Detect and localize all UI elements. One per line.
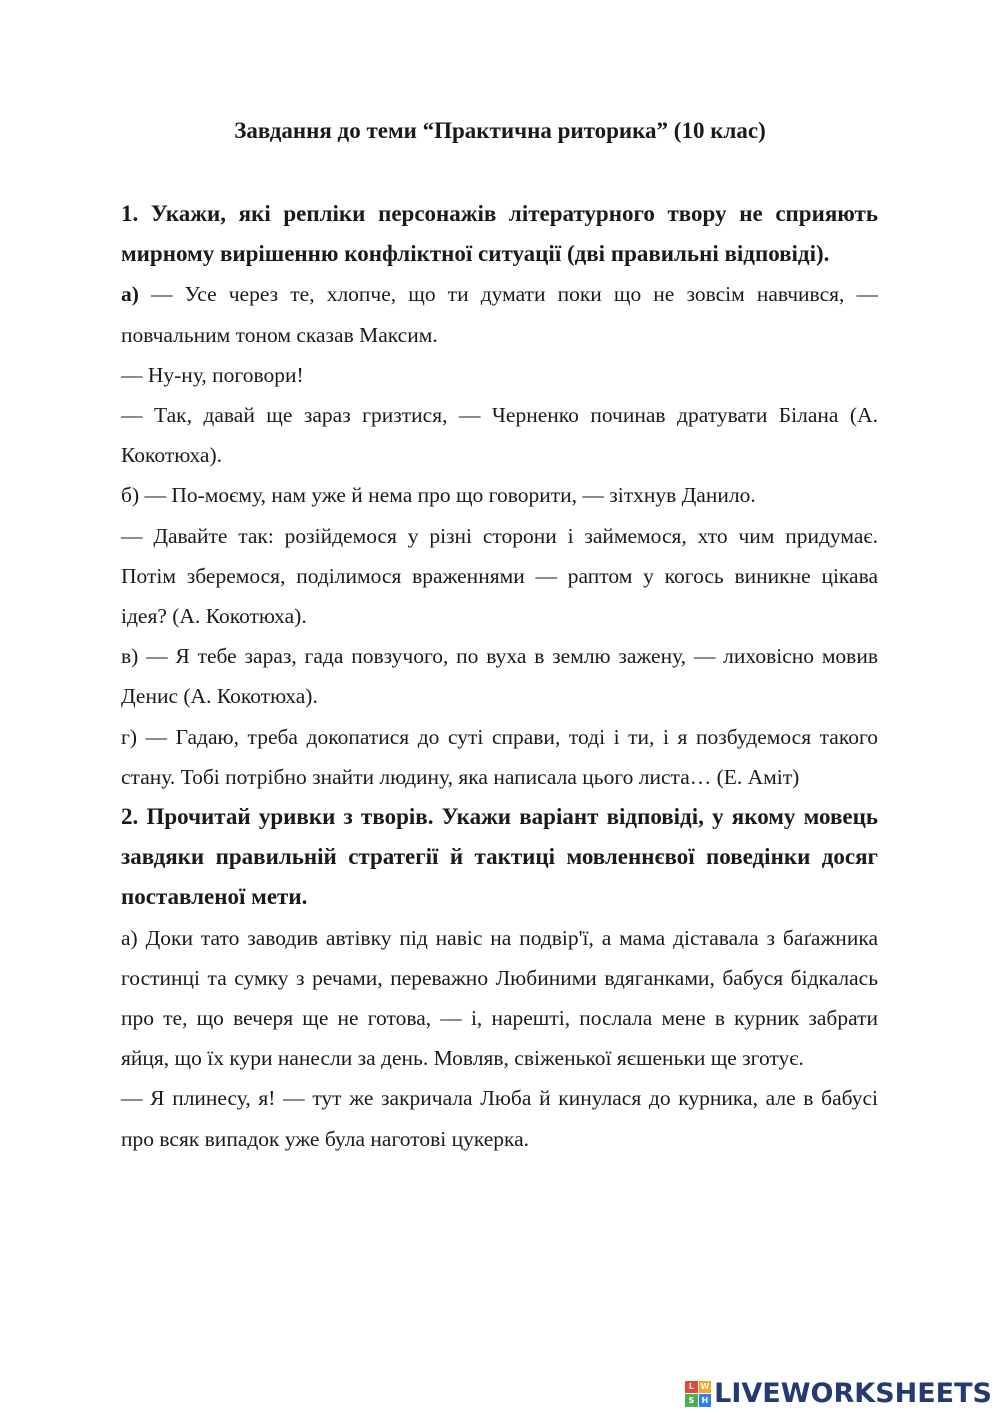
q1-option-c: в) — Я тебе зараз, гада повзучого, по вуха в землю зажену, — лиховісно мовив Денис (А. Кокотюха).	[121, 644, 878, 709]
q1-option-a-line-2: — Ну-ну, поговори!	[121, 362, 304, 387]
logo-cell-1: L	[685, 1381, 698, 1394]
q1-option-a-line-1: — Усе через те, хлопче, що ти думати поки що не зовсім навчився, — повчальним тоном сказав Максим.	[121, 282, 878, 347]
option-a-label: а)	[121, 282, 139, 307]
q1-option-b-line-1: б) — По-моєму, нам уже й нема про що говорити, — зітхнув Данило.	[121, 483, 756, 508]
question-2-heading: 2. Прочитай уривки з творів. Укажи варіант відповіді, у якому мовець завдяки правильній стратегії й тактиці мовленнєвої поведінки досяг поставленої мети.	[121, 804, 878, 910]
q1-option-a-line-3: — Так, давай ще зараз гризтися, — Черненко починав дратувати Білана (А. Кокотюха).	[121, 403, 878, 468]
q1-option-b-line-2: — Давайте так: розійдемося у різні сторони і займемося, хто чим придумає. Потім зберемося, поділимося враженнями — раптом у когось виникне цікава ідея? (А. Кокотюха).	[121, 523, 878, 629]
worksheet-body	[121, 194, 878, 1159]
q2-option-a-line-2: — Я плинесу, я! — тут же закричала Люба й кинулася до курника, але в бабусі про всяк випадок уже була наготові цукерка.	[121, 1086, 878, 1151]
q1-option-a	[121, 274, 878, 354]
logo-cell-2: W	[700, 1382, 710, 1392]
logo-cell-4: H	[699, 1394, 712, 1407]
page-title: Завдання до теми “Практична риторика” (10 клас)	[234, 118, 766, 143]
logo-cell-3: S	[685, 1394, 698, 1407]
q1-option-d: г) — Гадаю, треба докопатися до суті справи, тоді і ти, і я позбудемося такого стану. Тобі потрібно знайти людину, яка написала цього листа… (Е. Аміт)	[121, 724, 878, 789]
liveworksheets-logo-icon	[685, 1381, 711, 1407]
liveworksheets-brand: LIVEWORKSHEETS	[714, 1378, 992, 1409]
q2-option-a-line-1: а) Доки тато заводив автівку під навіс на подвір'ї, а мама діставала з баґажника гостинці та сумку з речами, переважно Любиними вдяганками, бабуся бідкалась про те, що вечеря ще не готова, — і, нарешті, послала мене в курник забрати яйця, що їх кури нанесли за день. Мовляв, свіженької яєшеньки ще зготує.	[121, 925, 878, 1071]
question-1-heading: 1. Укажи, які репліки персонажів літературного твору не сприяють мирному вирішенню конфліктної ситуації (дві правильні відповіді).	[121, 201, 878, 267]
liveworksheets-watermark	[685, 1378, 992, 1409]
